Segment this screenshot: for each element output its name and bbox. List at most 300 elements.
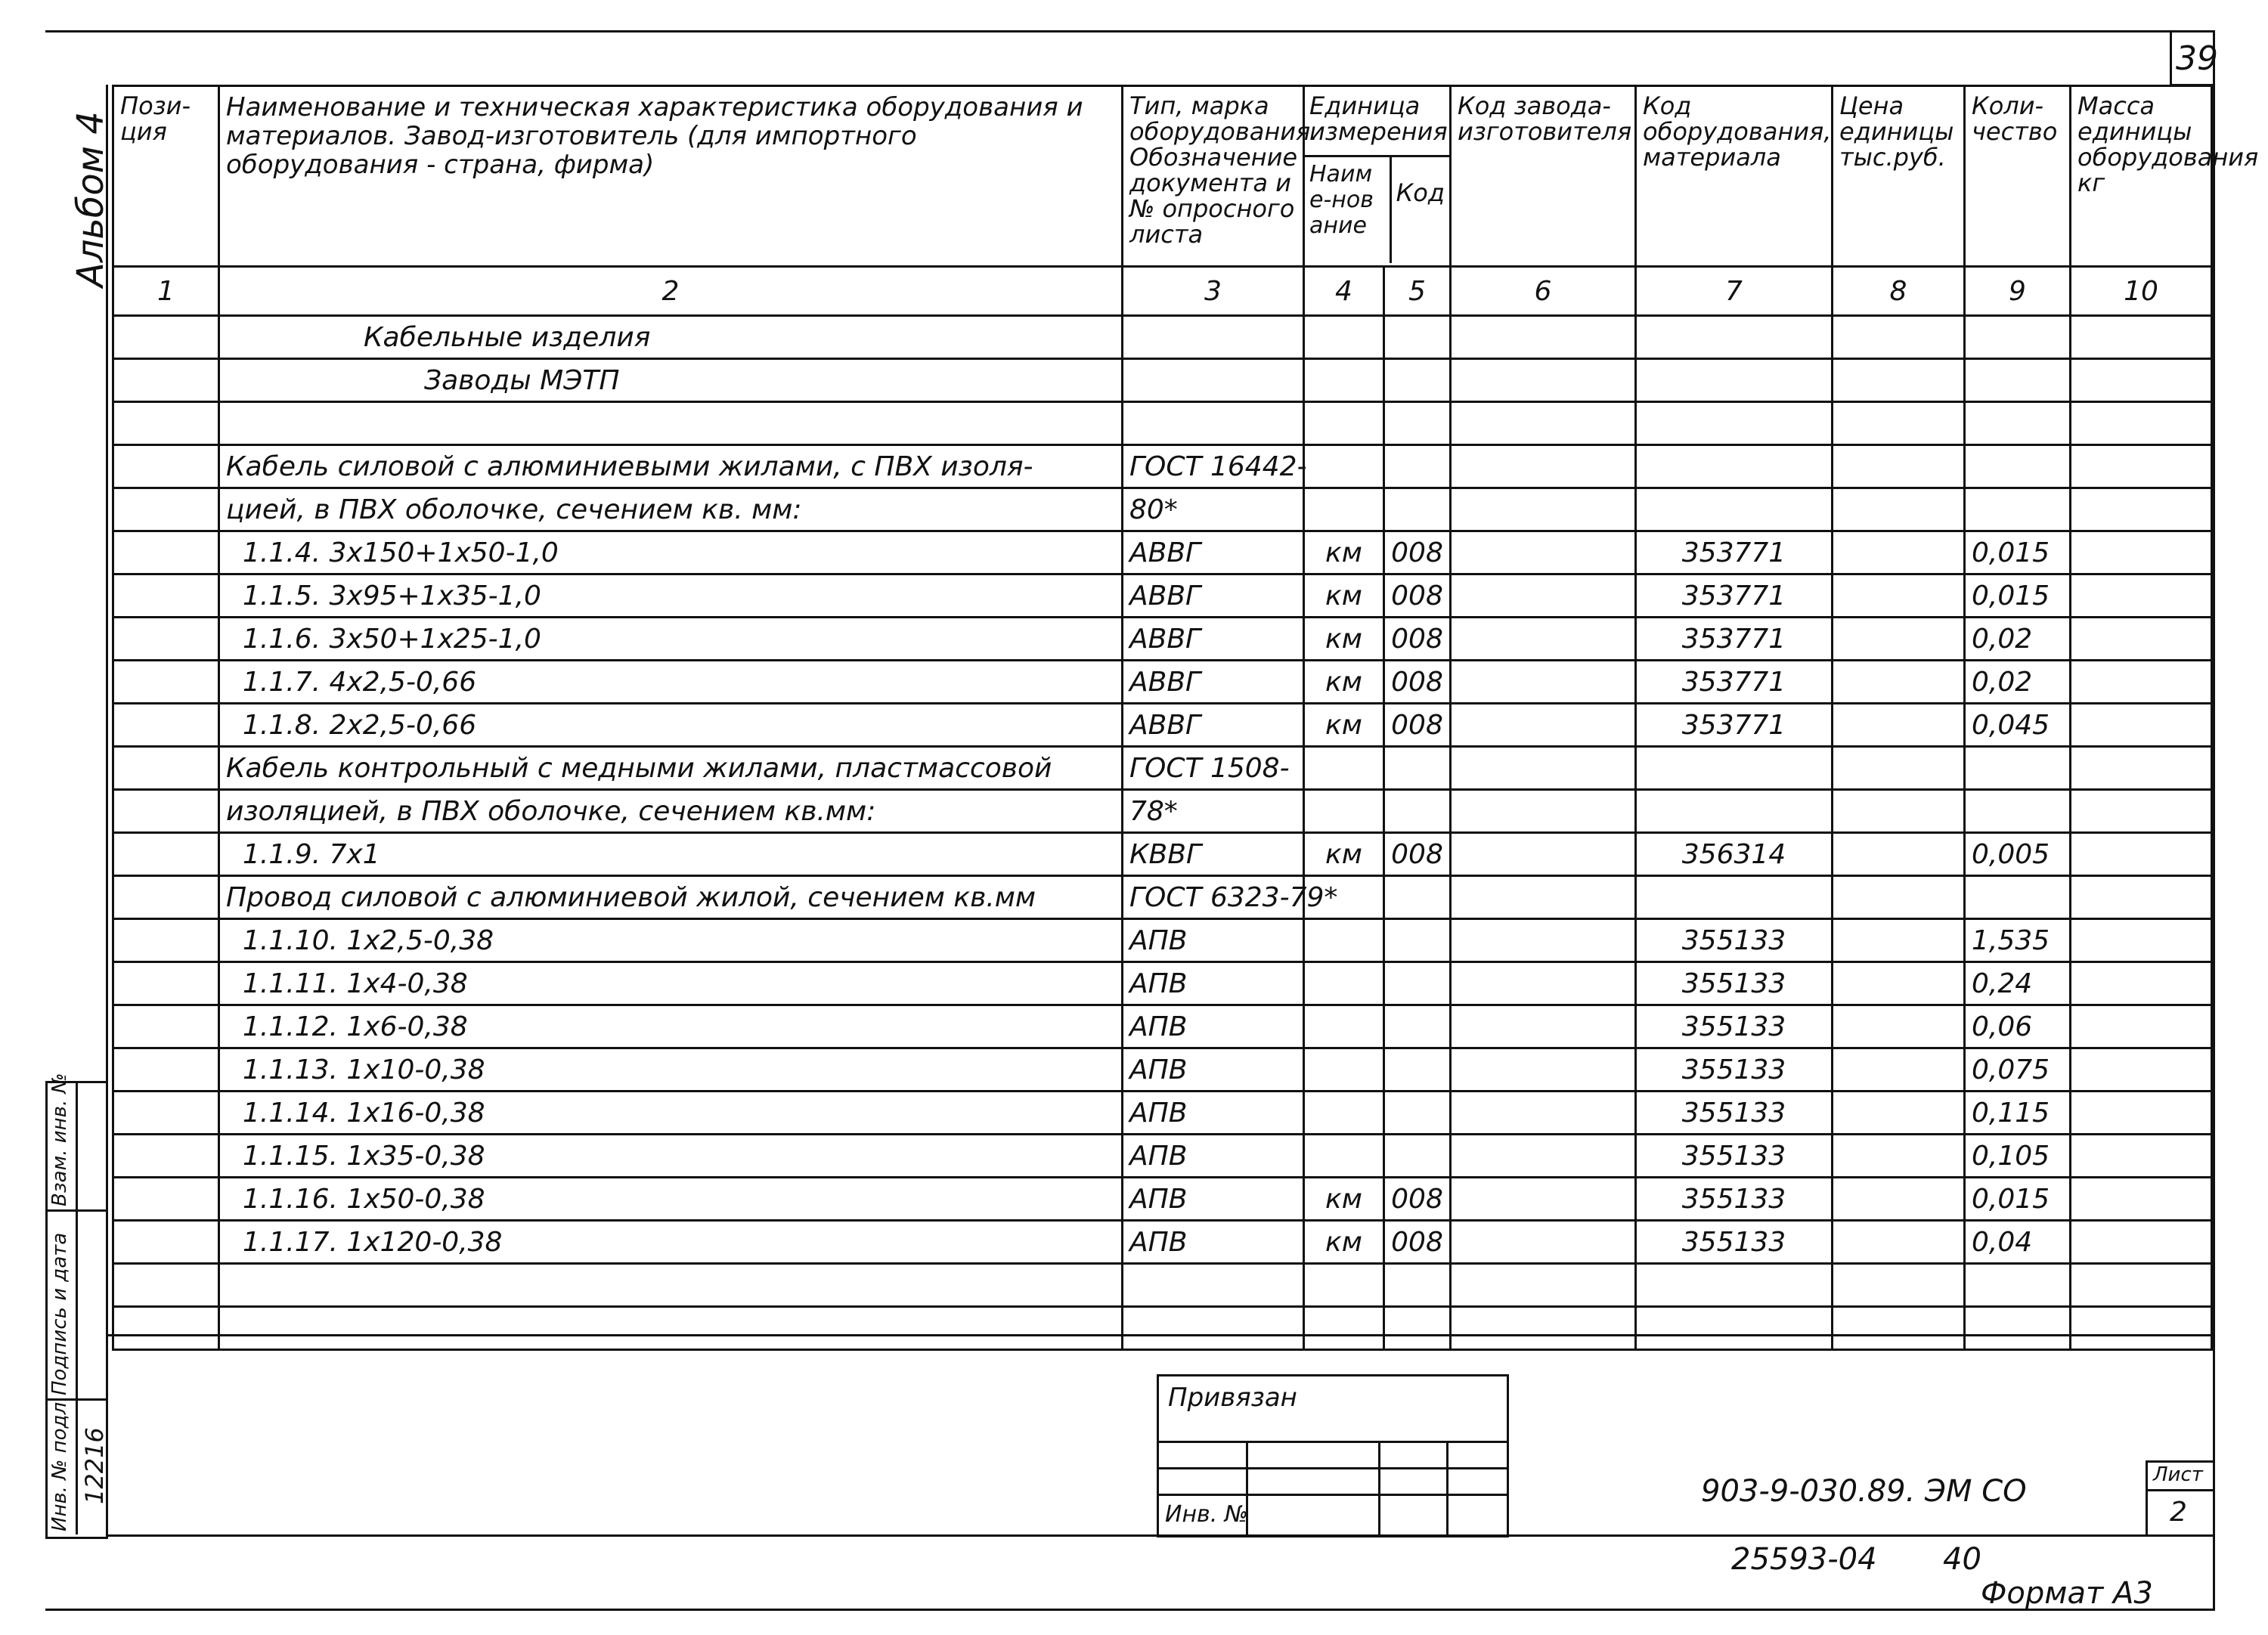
cell-type (1123, 1264, 1304, 1307)
cell-mass (2071, 919, 2212, 962)
table-row (113, 704, 2212, 747)
cell-pos (113, 833, 219, 876)
cell-price (1833, 1005, 1965, 1048)
cell-type: АВВГ (1123, 531, 1304, 574)
cell-qty: 0,005 (1965, 833, 2071, 876)
cell-unit (1304, 445, 1384, 488)
cell-name: 1.1.9. 7х1 (219, 833, 1123, 876)
cell-price (1833, 704, 1965, 747)
page-number: 39 (2176, 39, 2218, 78)
cell-type: АПВ (1123, 1135, 1304, 1178)
cell-mat: 355133 (1636, 1005, 1833, 1048)
cell-code: 008 (1384, 704, 1451, 747)
cell-code (1384, 316, 1451, 359)
cell-unit (1304, 962, 1384, 1005)
cell-price (1833, 488, 1965, 531)
cell-name: Кабель силовой с алюминиевыми жилами, с ПВХ изоля- (219, 445, 1123, 488)
cell-code: 008 (1384, 833, 1451, 876)
table-row (113, 876, 2212, 919)
cell-mass (2071, 1307, 2212, 1350)
table-row (113, 1135, 2212, 1178)
cell-type: 80* (1123, 488, 1304, 531)
table-row (113, 747, 2212, 790)
cell-code: 008 (1384, 531, 1451, 574)
header-price: Цена единицы тыс.руб. (1833, 86, 1965, 267)
column-number-row (113, 267, 2212, 316)
header-material-code: Код оборудования, материала (1636, 86, 1833, 267)
table-body (113, 316, 2212, 1350)
cell-price (1833, 661, 1965, 704)
cell-unit: км (1304, 618, 1384, 661)
cell-unit (1304, 1307, 1384, 1350)
bottom-border (45, 1609, 2215, 1611)
cell-pos (113, 316, 219, 359)
col-number: 5 (1384, 267, 1451, 316)
cell-type: АПВ (1123, 919, 1304, 962)
header-type: Тип, марка оборудования. Обозначение документа и № опросного листа (1123, 86, 1304, 267)
cell-code (1384, 1092, 1451, 1135)
cell-code (1384, 1307, 1451, 1350)
cell-code: 008 (1384, 1221, 1451, 1264)
cell-name (219, 1264, 1123, 1307)
cell-name: 1.1.15. 1х35-0,38 (219, 1135, 1123, 1178)
side-stamp-sign-date: Подпись и дата (48, 1232, 71, 1395)
cell-type: АВВГ (1123, 574, 1304, 618)
cell-plant (1451, 1221, 1636, 1264)
cell-type: АПВ (1123, 1005, 1304, 1048)
cell-plant (1451, 1092, 1636, 1135)
table-row (113, 962, 2212, 1005)
cell-plant (1451, 402, 1636, 445)
cell-mat: 353771 (1636, 574, 1833, 618)
cell-code (1384, 1135, 1451, 1178)
cell-plant (1451, 747, 1636, 790)
cell-type (1123, 316, 1304, 359)
cell-pos (113, 1048, 219, 1092)
cell-mass (2071, 359, 2212, 402)
cell-plant (1451, 661, 1636, 704)
cell-plant (1451, 962, 1636, 1005)
side-stamp-row (45, 1209, 106, 1212)
cell-mat (1636, 747, 1833, 790)
cell-code: 008 (1384, 574, 1451, 618)
cell-plant (1451, 1005, 1636, 1048)
cell-qty: 0,015 (1965, 531, 2071, 574)
col-number: 1 (113, 267, 219, 316)
cell-plant (1451, 445, 1636, 488)
cell-qty (1965, 402, 2071, 445)
cell-mass (2071, 661, 2212, 704)
table-row (113, 1178, 2212, 1221)
cell-name: изоляцией, в ПВХ оболочке, сечением кв.мм: (219, 790, 1123, 833)
format-label: Формат А3 (1981, 1576, 2153, 1611)
cell-unit: км (1304, 1221, 1384, 1264)
cell-qty (1965, 488, 2071, 531)
table-row (113, 618, 2212, 661)
cell-price (1833, 1048, 1965, 1092)
cell-type (1123, 402, 1304, 445)
col-number: 6 (1451, 267, 1636, 316)
cell-mass (2071, 1221, 2212, 1264)
cell-unit: км (1304, 1178, 1384, 1221)
cell-mat: 355133 (1636, 1221, 1833, 1264)
cell-qty: 0,24 (1965, 962, 2071, 1005)
cell-mat: 353771 (1636, 661, 1833, 704)
cell-qty (1965, 1307, 2071, 1350)
cell-mass (2071, 1264, 2212, 1307)
cell-code (1384, 488, 1451, 531)
cell-mass (2071, 962, 2212, 1005)
table-row (113, 531, 2212, 574)
header-position: Пози-ция (113, 86, 219, 267)
cell-plant (1451, 316, 1636, 359)
cell-qty: 0,015 (1965, 574, 2071, 618)
cell-price (1833, 747, 1965, 790)
cell-plant (1451, 919, 1636, 962)
cell-mat: 353771 (1636, 704, 1833, 747)
cell-name (219, 402, 1123, 445)
cell-qty: 0,02 (1965, 618, 2071, 661)
cell-name: цией, в ПВХ оболочке, сечением кв. мм: (219, 488, 1123, 531)
sheet-box-divider (2146, 1489, 2213, 1491)
header-unit-code: Код (1396, 178, 1445, 207)
top-border (45, 30, 2215, 33)
cell-price (1833, 919, 1965, 962)
cell-unit (1304, 316, 1384, 359)
cell-mat (1636, 445, 1833, 488)
cell-mass (2071, 876, 2212, 919)
cell-code (1384, 876, 1451, 919)
cell-unit (1304, 919, 1384, 962)
cell-mass (2071, 1092, 2212, 1135)
cell-qty (1965, 316, 2071, 359)
linked-label: Привязан (1168, 1383, 1297, 1413)
cell-type: АВВГ (1123, 618, 1304, 661)
col-number: 9 (1965, 267, 2071, 316)
cell-qty: 0,04 (1965, 1221, 2071, 1264)
cell-type (1123, 1307, 1304, 1350)
cell-code (1384, 402, 1451, 445)
cell-pos (113, 618, 219, 661)
cell-pos (113, 747, 219, 790)
cell-qty: 0,015 (1965, 1178, 2071, 1221)
cell-price (1833, 1221, 1965, 1264)
cell-unit (1304, 1264, 1384, 1307)
cell-qty: 0,045 (1965, 704, 2071, 747)
cell-type: АВВГ (1123, 661, 1304, 704)
cell-type: КВВГ (1123, 833, 1304, 876)
table-row (113, 488, 2212, 531)
cell-qty: 0,02 (1965, 661, 2071, 704)
cell-mat: 355133 (1636, 962, 1833, 1005)
cell-type: ГОСТ 6323-79* (1123, 876, 1304, 919)
cell-pos (113, 1135, 219, 1178)
cell-plant (1451, 1048, 1636, 1092)
cell-mass (2071, 747, 2212, 790)
cell-code (1384, 1048, 1451, 1092)
cell-plant (1451, 531, 1636, 574)
cell-unit (1304, 402, 1384, 445)
cell-type: АПВ (1123, 1178, 1304, 1221)
table-row (113, 833, 2212, 876)
cell-mat: 355133 (1636, 1135, 1833, 1178)
cell-code (1384, 1005, 1451, 1048)
col-number: 7 (1636, 267, 1833, 316)
sheet-number: 2 (2170, 1497, 2187, 1528)
cell-unit (1304, 488, 1384, 531)
cell-mass (2071, 574, 2212, 618)
cell-name (219, 1307, 1123, 1350)
cell-code (1384, 790, 1451, 833)
cell-pos (113, 661, 219, 704)
cell-mass (2071, 316, 2212, 359)
cell-mat: 353771 (1636, 618, 1833, 661)
header-unit-name: Наиме-нование (1305, 157, 1392, 263)
table-row (113, 1092, 2212, 1135)
inv-label: Инв. № (1165, 1501, 1249, 1528)
cell-price (1833, 1264, 1965, 1307)
cell-qty: 0,105 (1965, 1135, 2071, 1178)
cell-name: 1.1.11. 1х4-0,38 (219, 962, 1123, 1005)
cell-name: Кабель контрольный с медными жилами, пластмассовой (219, 747, 1123, 790)
cell-mat (1636, 790, 1833, 833)
cell-price (1833, 359, 1965, 402)
cell-qty: 0,06 (1965, 1005, 2071, 1048)
bottom-code: 25593-04 (1731, 1542, 1877, 1577)
cell-unit (1304, 1092, 1384, 1135)
cell-price (1833, 574, 1965, 618)
cell-plant (1451, 618, 1636, 661)
cell-mass (2071, 445, 2212, 488)
cell-name: 1.1.13. 1х10-0,38 (219, 1048, 1123, 1092)
table-row (113, 1005, 2212, 1048)
cell-price (1833, 618, 1965, 661)
cell-pos (113, 1178, 219, 1221)
cell-mat: 355133 (1636, 1178, 1833, 1221)
cell-mat: 356314 (1636, 833, 1833, 876)
table-row (113, 574, 2212, 618)
cell-price (1833, 1135, 1965, 1178)
cell-qty (1965, 359, 2071, 402)
cell-plant (1451, 876, 1636, 919)
cell-pos (113, 1264, 219, 1307)
cell-price (1833, 531, 1965, 574)
table-row (113, 316, 2212, 359)
cell-plant (1451, 1264, 1636, 1307)
cell-qty (1965, 1264, 2071, 1307)
cell-code: 008 (1384, 618, 1451, 661)
header-quantity: Коли-чество (1965, 86, 2071, 267)
table-row (113, 790, 2212, 833)
document-code: 903-9-030.89. ЭМ СО (1701, 1474, 2027, 1509)
cell-name: 1.1.17. 1х120-0,38 (219, 1221, 1123, 1264)
cell-mat: 355133 (1636, 1048, 1833, 1092)
col-number: 3 (1123, 267, 1304, 316)
table-row (113, 359, 2212, 402)
cell-type (1123, 359, 1304, 402)
cell-name: 1.1.6. 3х50+1х25-1,0 (219, 618, 1123, 661)
cell-qty: 0,115 (1965, 1092, 2071, 1135)
cell-code (1384, 445, 1451, 488)
side-stamp-inv-orig: Инв. № подл. (48, 1395, 71, 1531)
cell-unit: км (1304, 704, 1384, 747)
cell-plant (1451, 1135, 1636, 1178)
cell-pos (113, 359, 219, 402)
table-header-row (113, 86, 2212, 267)
cell-plant (1451, 833, 1636, 876)
cell-mat (1636, 316, 1833, 359)
cell-unit (1304, 1135, 1384, 1178)
cell-qty (1965, 747, 2071, 790)
cell-mat (1636, 876, 1833, 919)
cell-code (1384, 962, 1451, 1005)
cell-price (1833, 445, 1965, 488)
cell-code (1384, 1264, 1451, 1307)
cell-name: Провод силовой с алюминиевой жилой, сечением кв.мм (219, 876, 1123, 919)
cell-unit (1304, 790, 1384, 833)
header-unit-group (1304, 86, 1451, 267)
col-number: 2 (219, 267, 1123, 316)
cell-code: 008 (1384, 1178, 1451, 1221)
cell-qty: 0,075 (1965, 1048, 2071, 1092)
cell-pos (113, 1005, 219, 1048)
cell-unit: км (1304, 574, 1384, 618)
cell-price (1833, 316, 1965, 359)
cell-unit (1304, 359, 1384, 402)
header-plant-code: Код завода-изготовителя (1451, 86, 1636, 267)
header-mass: Масса единицы оборудования кг (2071, 86, 2212, 267)
cell-pos (113, 1221, 219, 1264)
sheet-label: Лист (2153, 1463, 2203, 1486)
cell-mat (1636, 359, 1833, 402)
cell-plant (1451, 359, 1636, 402)
cell-name: 1.1.4. 3х150+1х50-1,0 (219, 531, 1123, 574)
cell-pos (113, 445, 219, 488)
cell-mass (2071, 704, 2212, 747)
cell-mass (2071, 618, 2212, 661)
cell-price (1833, 790, 1965, 833)
cell-qty (1965, 876, 2071, 919)
cell-mass (2071, 790, 2212, 833)
header-name: Наименование и техническая характеристика оборудования и материалов. Завод-изготовитель (для импортного оборудования - страна, фирма) (219, 86, 1123, 267)
cell-mass (2071, 833, 2212, 876)
cell-price (1833, 833, 1965, 876)
header-unit-title: Единица измерения (1305, 87, 1449, 157)
cell-pos (113, 1092, 219, 1135)
col-number: 10 (2071, 267, 2212, 316)
cell-name: 1.1.16. 1х50-0,38 (219, 1178, 1123, 1221)
cell-mass (2071, 1178, 2212, 1221)
cell-pos (113, 704, 219, 747)
album-label: Альбом 4 (70, 111, 112, 287)
cell-name: 1.1.14. 1х16-0,38 (219, 1092, 1123, 1135)
cell-code: 008 (1384, 661, 1451, 704)
cell-unit: км (1304, 833, 1384, 876)
cell-code (1384, 359, 1451, 402)
cell-price (1833, 1307, 1965, 1350)
cell-pos (113, 790, 219, 833)
cell-type: ГОСТ 16442- (1123, 445, 1304, 488)
cell-unit (1304, 1005, 1384, 1048)
cell-unit (1304, 747, 1384, 790)
cell-plant (1451, 574, 1636, 618)
side-stamp-divider (76, 1081, 78, 1534)
cell-price (1833, 1092, 1965, 1135)
cell-name: 1.1.12. 1х6-0,38 (219, 1005, 1123, 1048)
cell-mat: 353771 (1636, 531, 1833, 574)
cell-plant (1451, 1307, 1636, 1350)
cell-price (1833, 1178, 1965, 1221)
cell-pos (113, 919, 219, 962)
cell-mat: 355133 (1636, 1092, 1833, 1135)
cell-mat (1636, 1264, 1833, 1307)
cell-mass (2071, 488, 2212, 531)
cell-mass (2071, 1048, 2212, 1092)
cell-unit: км (1304, 531, 1384, 574)
cell-name: 1.1.8. 2х2,5-0,66 (219, 704, 1123, 747)
table-row (113, 1221, 2212, 1264)
cell-unit: км (1304, 661, 1384, 704)
cell-type: АПВ (1123, 962, 1304, 1005)
table-row (113, 919, 2212, 962)
cell-qty (1965, 790, 2071, 833)
side-stamp-number: 12216 (80, 1427, 109, 1504)
cell-mat (1636, 402, 1833, 445)
table-row (113, 1307, 2212, 1350)
cell-type: АВВГ (1123, 704, 1304, 747)
cell-code (1384, 747, 1451, 790)
table-row (113, 402, 2212, 445)
cell-plant (1451, 488, 1636, 531)
table-row (113, 445, 2212, 488)
spec-table (112, 85, 2259, 1351)
cell-mass (2071, 1135, 2212, 1178)
cell-price (1833, 876, 1965, 919)
cell-pos (113, 531, 219, 574)
cell-plant (1451, 704, 1636, 747)
bottom-number: 40 (1943, 1542, 1981, 1577)
cell-qty: 1,535 (1965, 919, 2071, 962)
table-row (113, 661, 2212, 704)
cell-pos (113, 402, 219, 445)
cell-unit (1304, 1048, 1384, 1092)
col-number: 4 (1304, 267, 1384, 316)
table-row (113, 1264, 2212, 1307)
cell-code (1384, 919, 1451, 962)
cell-name: Кабельные изделия (219, 316, 1123, 359)
cell-plant (1451, 1178, 1636, 1221)
cell-pos (113, 962, 219, 1005)
cell-mat (1636, 1307, 1833, 1350)
cell-mass (2071, 1005, 2212, 1048)
cell-price (1833, 962, 1965, 1005)
cell-qty (1965, 445, 2071, 488)
linked-stamp (1157, 1374, 1509, 1537)
cell-name: 1.1.7. 4х2,5-0,66 (219, 661, 1123, 704)
cell-pos (113, 876, 219, 919)
cell-pos (113, 488, 219, 531)
cell-price (1833, 402, 1965, 445)
cell-name: 1.1.5. 3х95+1х35-1,0 (219, 574, 1123, 618)
col-number: 8 (1833, 267, 1965, 316)
cell-type: 78* (1123, 790, 1304, 833)
cell-mat: 355133 (1636, 919, 1833, 962)
cell-mass (2071, 531, 2212, 574)
cell-type: АПВ (1123, 1221, 1304, 1264)
cell-type: ГОСТ 1508- (1123, 747, 1304, 790)
cell-type: АПВ (1123, 1048, 1304, 1092)
cell-mass (2071, 402, 2212, 445)
